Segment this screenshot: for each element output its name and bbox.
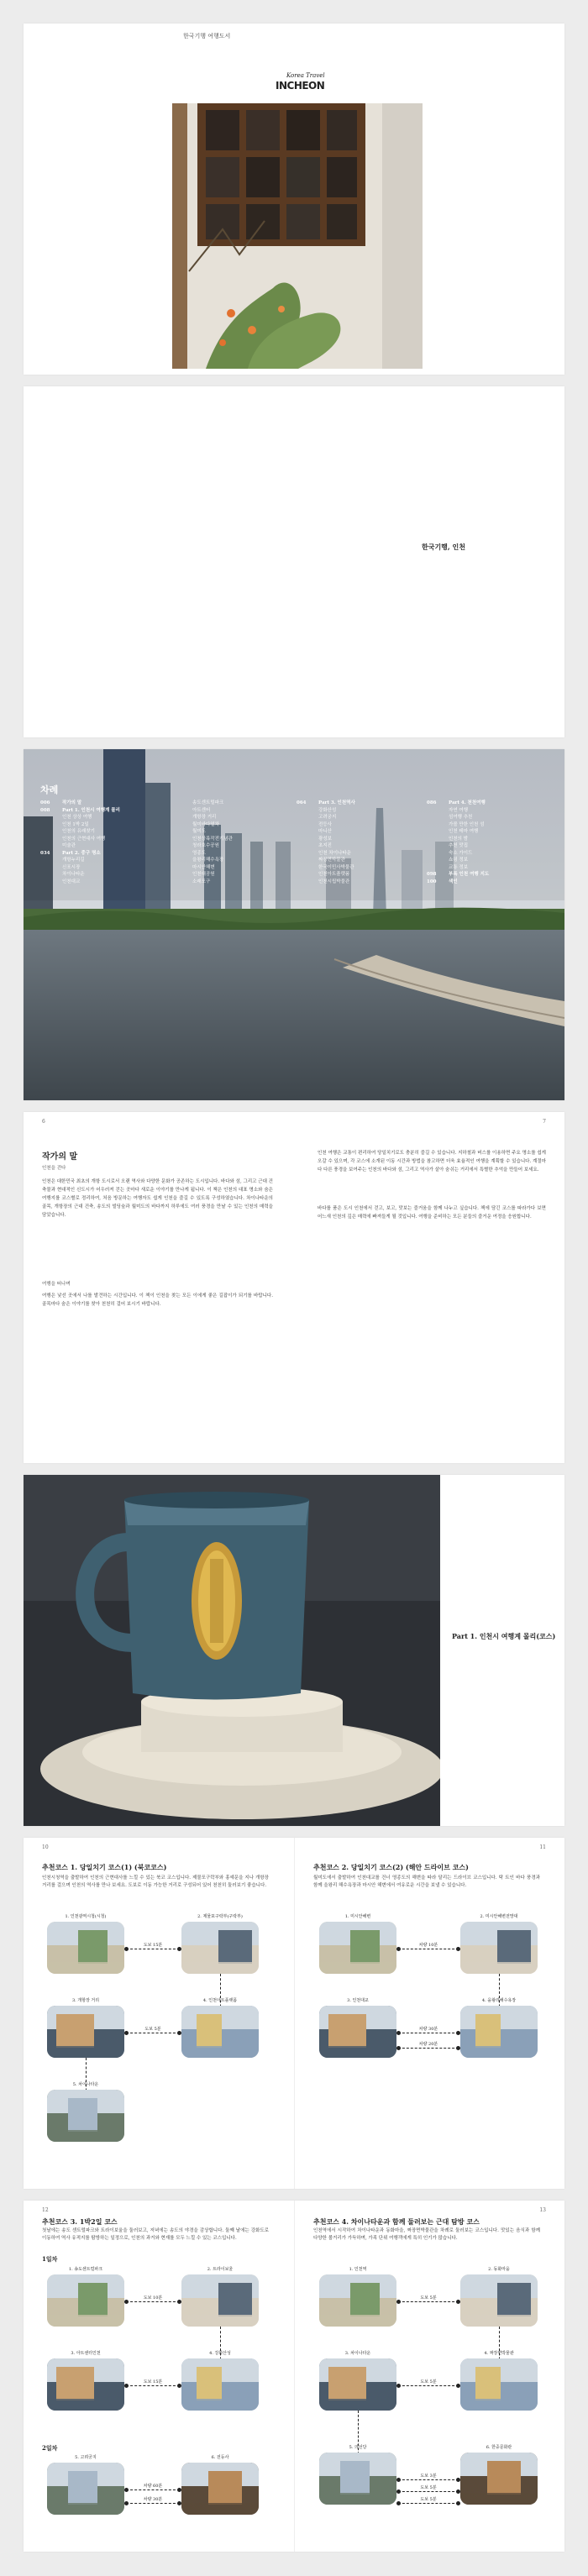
course1-spot-4: [181, 1997, 259, 2058]
toc-entry: [40, 871, 120, 879]
toc-entry: [171, 879, 233, 886]
toc-entry: [297, 879, 355, 886]
course1-spot-3: [47, 1997, 124, 2058]
spot-photo: [319, 2453, 396, 2505]
part1-title: Part 1. 인천시 여행계 몰리(코스): [452, 1632, 556, 1640]
toc-entry: [171, 828, 233, 836]
toc-entry-label: 광성보: [318, 836, 332, 842]
course2-spot-4: [460, 1997, 538, 2058]
course4-spot-3: [319, 2350, 396, 2411]
course4-title: 추천코스 4. 차이나타운과 함께 둘러보는 근대 탐방 코스: [313, 2217, 480, 2226]
toc-entry-label: 아트센터: [192, 807, 211, 813]
toc-entry-label: 색인: [449, 879, 458, 884]
route-dot: [177, 1947, 181, 1951]
route-dot: [124, 2031, 129, 2035]
toc-entry: [40, 864, 120, 872]
course3-day2-label: 2일차: [42, 2444, 58, 2452]
spot-photo: [460, 2274, 538, 2327]
part1-mug-photo: [24, 1475, 440, 1826]
toc-title: 차례: [40, 784, 59, 795]
course4-route-3: [398, 2474, 459, 2480]
toc-entry-label: 인천 차이나타운: [318, 850, 351, 856]
cover-photo: [172, 103, 423, 369]
spot-photo: [319, 1922, 396, 1974]
toc-entry-label: 개항누리길: [62, 858, 85, 863]
course4-spot-6: [460, 2444, 538, 2505]
page-number-right: 7: [543, 1119, 546, 1125]
course3-day1-label: 1일차: [42, 2255, 58, 2263]
page-number-left: 12: [42, 2207, 49, 2213]
spot-photo: [460, 2453, 538, 2505]
toc-entry: [427, 800, 489, 807]
spot-label: 4. 을왕리해수욕장: [481, 1998, 517, 2003]
course3-spot-6: [181, 2454, 259, 2515]
toc-entry-label: 인천대교: [62, 879, 81, 884]
course3-spot-2: [181, 2266, 259, 2327]
toc-entry-label: 작가의 말: [62, 800, 82, 805]
course2-spot-3: [319, 1997, 396, 2058]
spot-label: 3. 개항장 거리: [71, 1998, 100, 2003]
course3-title: 추천코스 3. 1박2일 코스: [42, 2217, 118, 2226]
route-time-label: 도보 5분: [420, 2497, 437, 2502]
route-dot: [396, 2300, 401, 2304]
toc-entry-label: 인천 테마 여행: [449, 829, 479, 834]
course2-spot-1: [319, 1913, 396, 1974]
route-dot: [396, 2031, 401, 2035]
spot-photo: [181, 1922, 259, 1974]
spot-label: 6. 전등사: [211, 2455, 229, 2460]
toc-column-4: [427, 800, 489, 885]
toc-entry: [427, 864, 489, 872]
course3-spot-5: [47, 2454, 124, 2515]
spot-label: 6. 한중문화관: [486, 2445, 512, 2450]
preface-subtitle: 인천을 걷다: [42, 1166, 66, 1171]
course2-title: 추천코스 2. 당일치기 코스(2) (해안 드라이브 코스): [313, 1863, 469, 1871]
route-time-label: 도보 5분: [420, 2485, 437, 2490]
toc-entry-label: 교통 정보: [449, 864, 469, 870]
toc-entry: [297, 814, 355, 821]
course3-spot-4: [181, 2350, 259, 2411]
toc-entry: [297, 871, 355, 879]
toc-entry-label: 짜장면박물관: [318, 858, 345, 863]
course3-route-4: [126, 2497, 180, 2504]
course3-description: 첫날에는 송도 센트럴파크와 트라이보울을 둘러보고, 저녁에는 송도의 야경을 감상합니다. 둘째 날에는 강화도로 이동하여 역사 유적지를 탐방하는 일정으로, 인천의 과거와 현재를 모두 느낄 수 있는 코스입니다.: [42, 2228, 269, 2241]
toc-entry: [171, 871, 233, 879]
spot-label: 3. 인천대교: [347, 1998, 369, 2003]
toc-entry: [40, 828, 120, 836]
spot-photo: [460, 1922, 538, 1974]
toc-entry: [171, 850, 233, 858]
spot-photo: [460, 2358, 538, 2411]
toc-entry: [297, 836, 355, 843]
toc-entry: [40, 814, 120, 821]
toc-entry: [427, 836, 489, 843]
page-number-right: 13: [539, 2207, 546, 2213]
part1-opener-spread: [24, 1475, 564, 1826]
toc-entry: [40, 879, 120, 886]
preface-paragraph-3: 인천 여행은 교통이 편리하여 당일치기로도 충분히 즐길 수 있습니다. 지하철과 버스를 이용하면 주요 명소를 쉽게 오갈 수 있으며, 각 코스에 소개된 이동 시간과 방법을 참고하면 더욱 효율적인 여행을 계획할 수 있습니다. 계절마다 다른 풍경을 보여주는 인천의 바다와 섬, 그리고 역사가 살아 숨쉬는 거리에서 특별한 추억을 만들어 보세요.: [318, 1151, 546, 1173]
preface-spread: [24, 1112, 564, 1463]
route-time-label: 차량 60분: [143, 2484, 163, 2489]
toc-entry-label: 송도센트럴파크: [192, 800, 224, 805]
spot-photo: [319, 2358, 396, 2411]
toc-entry-label: 섬여행 추천: [449, 815, 473, 820]
toc-entry-label: 월미바다열차: [192, 821, 219, 827]
course1-spot-2: [181, 1913, 259, 1974]
route-time-label: 도보 5분: [144, 2027, 161, 2032]
spot-photo: [47, 2090, 124, 2142]
toc-entry: [427, 879, 489, 886]
route-dot: [124, 2384, 129, 2388]
preface-paragraph-2: 여행은 낯선 곳에서 나를 발견하는 시간입니다. 이 책이 인천을 찾는 모든 이에게 좋은 길잡이가 되기를 바랍니다. 골목마다 숨은 이야기를 찾아 천천히 걸어 보시기 바랍니다.: [42, 1293, 273, 1307]
route-dot: [124, 2300, 129, 2304]
spot-label: 1. 송도센트럴파크: [68, 2267, 103, 2272]
toc-entry: [40, 800, 120, 807]
route-time-label: 도보 3분: [420, 2474, 437, 2479]
course4-spot-1: [319, 2266, 396, 2327]
toc-entry-label: 을왕리해수욕장: [192, 858, 224, 863]
toc-entry: [40, 807, 120, 815]
route-time-label: 도보 10분: [143, 2295, 163, 2301]
route-dot: [456, 2300, 460, 2304]
toc-entry: [297, 864, 355, 872]
spread-gutter: [294, 1838, 295, 2189]
preface-paragraph-4: 바다를 품은 도시 인천에서 걷고, 보고, 맛보는 즐거움을 함께 나누고 싶습니다. 책에 담긴 코스를 따라가다 보면 어느새 인천의 깊은 매력에 빠져들게 될 것입니다. 여행을 준비하는 모든 분들의 즐거운 여정을 응원합니다.: [318, 1206, 546, 1220]
spot-label: 4. 인천아트플랫폼: [202, 1998, 238, 2003]
route-dot: [456, 2384, 460, 2388]
spot-photo: [319, 2274, 396, 2327]
spread-gutter: [294, 2201, 295, 2552]
course4-description: 인천역에서 시작하여 차이나타운과 동화마을, 짜장면박물관을 차례로 둘러보는 코스입니다. 맛있는 음식과 함께 다양한 볼거리가 가득하며, 가족 단위 여행객에게 특히 인기가 많습니다.: [313, 2228, 540, 2241]
toc-page-number: 098: [427, 872, 437, 877]
route-dot: [124, 2488, 129, 2492]
course3-spot-1: [47, 2266, 124, 2327]
toc-entry: [427, 871, 489, 879]
toc-entry: [297, 807, 355, 815]
route-time-label: 도보 15분: [143, 1943, 163, 1948]
toc-entry: [297, 842, 355, 850]
toc-entry-label: 추천 맛집: [449, 843, 469, 848]
spot-label: 5. 고려궁지: [75, 2455, 97, 2460]
route-dot: [396, 2384, 401, 2388]
course4-route-1: [398, 2295, 459, 2302]
course2-route-3: [398, 2042, 459, 2049]
toc-entry-label: 영종도: [192, 850, 206, 856]
toc-entry: [171, 864, 233, 872]
spot-label: 1. 인천역: [349, 2267, 367, 2272]
toc-entry: [40, 836, 120, 843]
route-dot: [456, 2031, 460, 2035]
half-title-page: [24, 386, 564, 737]
route-dot: [396, 2489, 401, 2494]
course1-description: 인천시청역을 출발하여 인천의 근현대사를 느낄 수 있는 북코 코스입니다. 제물포구락부와 홍예문을 지나 개항장 거리를 걸으며 인천의 역사를 만나 보세요. 도보로 이동 가능한 거리로 구성되어 있어 천천히 둘러보기 좋습니다.: [42, 1876, 269, 1888]
spot-label: 1. 미시안해변: [344, 1914, 371, 1919]
toc-entry: [171, 814, 233, 821]
toc-entry-label: 월미도: [192, 829, 206, 834]
toc-entry-label: 숙소 가이드: [449, 850, 473, 856]
toc-page-number: 034: [40, 850, 50, 856]
spot-label: 2. 제물포구락부(구락부): [197, 1914, 243, 1919]
preface-title: 작가의 말: [42, 1152, 78, 1162]
toc-entry-label: 인천의 밤: [449, 836, 469, 842]
course4-route-4: [398, 2485, 459, 2492]
toc-entry: [297, 857, 355, 864]
toc-entry-label: 개항장 거리: [192, 815, 217, 820]
courses-1-2-spread: [24, 1838, 564, 2189]
spot-photo: [181, 2463, 259, 2515]
toc-entry: [427, 857, 489, 864]
route-dot: [177, 2384, 181, 2388]
spot-label: 4. 짜장면박물관: [484, 2351, 514, 2356]
toc-entry-label: 부록 인천 여행 지도: [449, 872, 490, 877]
course3-route-3: [126, 2484, 180, 2490]
toc-entry-label: 인천시립박물관: [318, 879, 350, 884]
route-time-label: 차량 10분: [418, 1943, 438, 1948]
toc-entry: [40, 857, 120, 864]
course2-description: 월미도에서 출발하여 인천대교를 건너 영종도의 해변을 따라 달리는 드라이브 코스입니다. 탁 트인 바다 풍경과 함께 을왕리 해수욕장과 마시안 해변에서 여유로운 시간을 보낼 수 있습니다.: [313, 1876, 540, 1888]
toc-column-3: [297, 800, 355, 885]
spot-label: 2. 트라이보울: [207, 2267, 234, 2272]
spot-photo: [47, 2358, 124, 2411]
toc-column-1: [40, 800, 120, 885]
course4-spot-4: [460, 2350, 538, 2411]
spot-label: 3. 차이나타운: [344, 2351, 371, 2356]
spot-photo: [47, 1922, 124, 1974]
course1-title: 추천코스 1. 당일치기 코스(1) (북코코스): [42, 1863, 167, 1871]
spot-label: 1. 인천광역시청(시청): [65, 1914, 107, 1919]
course3-spot-3: [47, 2350, 124, 2411]
toc-entry-label: 인천대공원: [192, 872, 215, 877]
spot-photo: [319, 2006, 396, 2058]
toc-entry: [297, 850, 355, 858]
page-number-left: 10: [42, 1844, 49, 1850]
course4-spot-5: [319, 2444, 396, 2505]
toc-entry-label: 마니산: [318, 829, 332, 834]
toc-entry: [427, 814, 489, 821]
toc-entry: [40, 842, 120, 850]
toc-entry-label: 인천 상상 여행: [62, 815, 92, 820]
route-time-label: 도보 5분: [420, 2295, 437, 2301]
cover-page: [24, 24, 564, 375]
toc-column-2: [171, 800, 233, 885]
route-time-label: 차량 30분: [143, 2497, 163, 2502]
toc-entry-label: 가볼 만한 인천 섬: [449, 821, 485, 827]
toc-entry-label: 차이나타운: [62, 872, 85, 877]
toc-entry: [427, 850, 489, 858]
toc-entry-label: Part 2. 중구 명소: [62, 850, 101, 856]
toc-entry: [427, 807, 489, 815]
toc-entry-label: 인천의 유래찾기: [62, 829, 95, 834]
route-dot: [177, 2300, 181, 2304]
toc-entry-label: 인천의 근현대사 여행: [62, 836, 106, 842]
spot-photo: [460, 2006, 538, 2058]
spot-label: 3. 아트센터인천: [71, 2351, 101, 2356]
toc-entry-label: 초지진: [318, 843, 332, 848]
courses-3-4-spread: [24, 2201, 564, 2552]
spot-photo: [47, 2274, 124, 2327]
toc-entry-label: 소래포구: [192, 879, 211, 884]
toc-entry: [40, 821, 120, 829]
preface-subtitle-2: 여행을 떠나며: [42, 1282, 71, 1287]
route-dot: [456, 1947, 460, 1951]
spot-label: 5. 의선당: [349, 2445, 367, 2450]
toc-entry-label: Part 1. 인천시 여행계 몰리: [62, 807, 120, 813]
cover-script-title: Korea Travel: [286, 72, 325, 79]
route-time-label: 차량 30분: [418, 2027, 438, 2032]
route-dot: [177, 2031, 181, 2035]
toc-entry: [171, 807, 233, 815]
toc-entry-label: 청라호수공원: [192, 843, 219, 848]
route-dot: [124, 2501, 129, 2505]
toc-entry: [427, 828, 489, 836]
toc-entry-label: 인천상륙작전기념관: [192, 836, 233, 842]
half-title: 한국기행, 인천: [422, 543, 465, 551]
spot-label: 2. 미시안해변전망대: [480, 1914, 518, 1919]
course3-route-1: [126, 2295, 180, 2302]
toc-entry: [297, 821, 355, 829]
route-dot: [456, 2046, 460, 2050]
route-dot: [396, 2046, 401, 2050]
toc-entry: [297, 800, 355, 807]
route-dot: [456, 2478, 460, 2482]
route-dot: [124, 1947, 129, 1951]
route-time-label: 도보 5분: [420, 2379, 437, 2385]
route-dot: [396, 2501, 401, 2505]
toc-entry: [171, 842, 233, 850]
route-dot: [396, 1947, 401, 1951]
toc-entry-label: 고려궁지: [318, 815, 337, 820]
cover-series: 한국기행 여행도서: [183, 33, 231, 39]
toc-entry: [171, 821, 233, 829]
toc-entry: [297, 828, 355, 836]
route-dot: [396, 2478, 401, 2482]
toc-page-number: 008: [40, 807, 50, 813]
route-time-label: 차량 20분: [418, 2042, 438, 2047]
toc-entry: [171, 800, 233, 807]
toc-entry: [427, 821, 489, 829]
course1-spot-5: [47, 2081, 124, 2142]
route-dot: [456, 2489, 460, 2494]
toc-entry: [171, 836, 233, 843]
route-time-label: 도보 15분: [143, 2379, 163, 2385]
spot-photo: [181, 2358, 259, 2411]
spot-photo: [47, 2006, 124, 2058]
spot-label: 5. 차이나타운: [72, 2082, 99, 2087]
toc-entry-label: Part 4. 천천여행: [449, 800, 486, 805]
toc-entry: [427, 842, 489, 850]
course4-spot-2: [460, 2266, 538, 2327]
course4-route-5: [398, 2497, 459, 2504]
page-number-right: 11: [539, 1844, 546, 1850]
toc-entry: [40, 850, 120, 858]
spot-photo: [181, 2006, 259, 2058]
route-dot: [177, 2501, 181, 2505]
toc-entry-label: 인천아트플랫폼: [318, 872, 350, 877]
toc-page-number: 064: [297, 800, 307, 805]
route-dot: [456, 2501, 460, 2505]
toc-entry-label: 마시안해변: [192, 864, 215, 870]
page-number-left: 6: [42, 1119, 45, 1125]
toc-page-number: 006: [40, 800, 50, 805]
toc-entry-label: 쇼핑 정보: [449, 858, 469, 863]
toc-entry-label: 자연 여행: [449, 807, 469, 813]
toc-entry-label: 신포시장: [62, 864, 81, 870]
toc-page-number: 100: [427, 879, 437, 884]
course4-route-2: [398, 2379, 459, 2386]
route-dot: [177, 2488, 181, 2492]
course3-route-2: [126, 2379, 180, 2386]
spot-photo: [47, 2463, 124, 2515]
toc-entry-label: 강화산성: [318, 807, 337, 813]
cover-title: INCHEON: [276, 80, 325, 92]
toc-entry-label: 한국이민사박물관: [318, 864, 354, 870]
toc-page-number: 086: [427, 800, 437, 805]
toc-entry: [171, 857, 233, 864]
course2-spot-2: [460, 1913, 538, 1974]
toc-entry-label: Part 3. 인천역사: [318, 800, 355, 805]
toc-page: [24, 749, 564, 1100]
spot-label: 4. 강화산성: [209, 2351, 231, 2356]
toc-entry-label: 전등사: [318, 821, 332, 827]
preface-paragraph-1: 인천은 대한민국 최초의 개항 도시로서 오랜 역사와 다양한 문화가 공존하는 도시입니다. 바다와 섬, 그리고 근대 건축물과 현대적인 신도시가 어우러져 걷는 곳마다 새로운 이야기를 만나게 됩니다. 이 책은 인천의 대표 명소와 숨은 여행지를 코스별로 정리하여, 처음 방문하는 여행자도 쉽게 인천을 즐길 수 있도록 구성하였습니다. 차이나타운의 골목, 개항장의 근대 건축, 송도의 빌딩숲과 월미도의 바다까지 하루에도 여러 풍경을 만날 수 있는 인천의 매력을 담았습니다.: [42, 1179, 273, 1218]
toc-entry-label: 인천 1박 2일: [62, 821, 89, 827]
spot-photo: [181, 2274, 259, 2327]
course1-spot-1: [47, 1913, 124, 1974]
toc-entry-label: 미술관: [62, 843, 76, 848]
spot-label: 2. 동화마을: [488, 2267, 510, 2272]
